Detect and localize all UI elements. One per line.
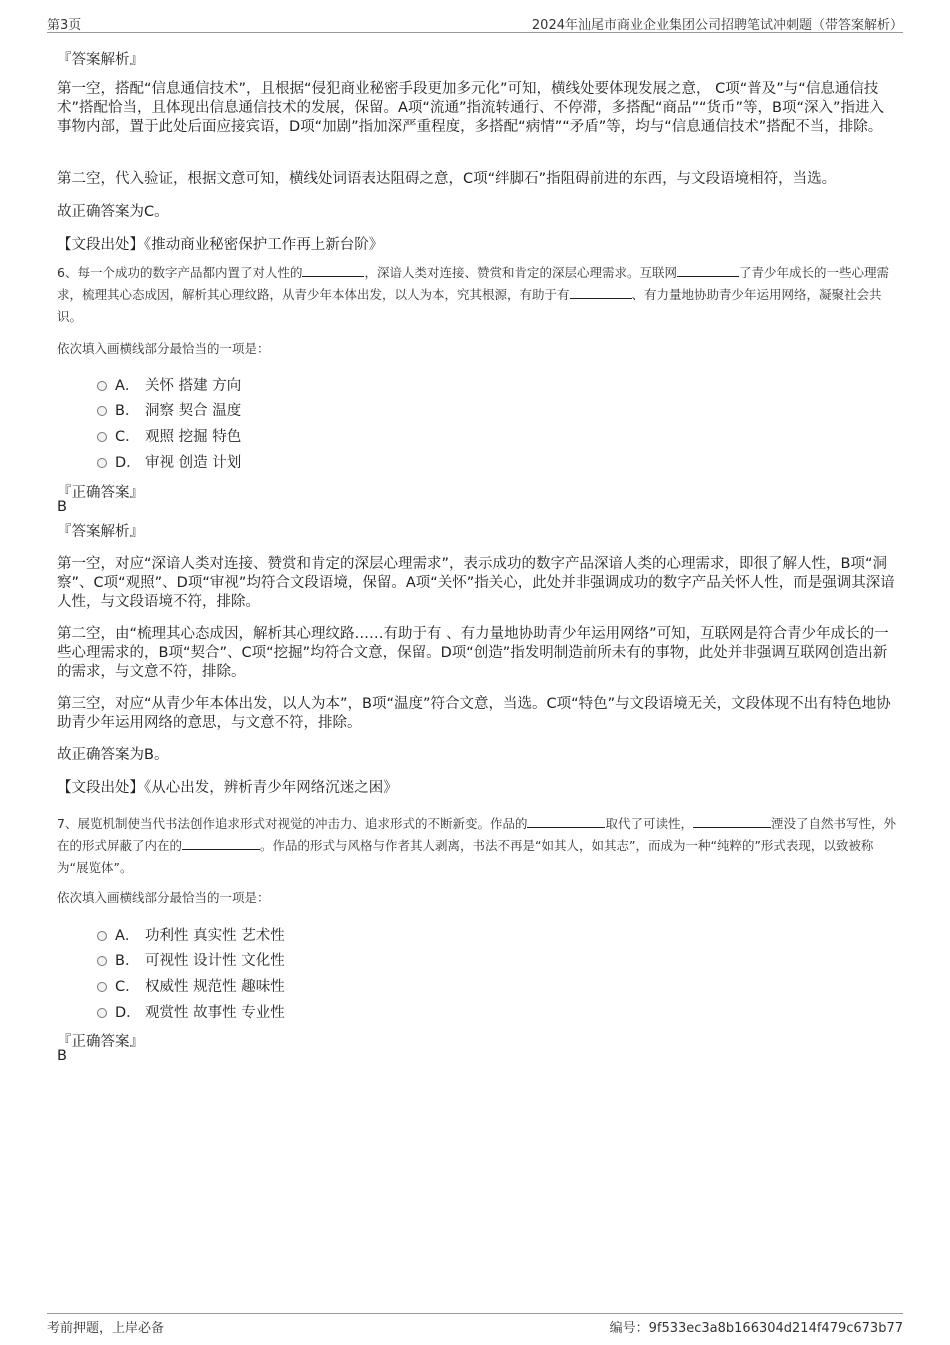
q6-analysis-conclusion: 故正确答案为B。 [57, 747, 169, 763]
q7-stem: 7、展览机制使当代书法创作追求形式对视觉的冲击力、追求形式的不断新变。作品的 取代了可读性， 湮没了自然书写性，外在的形式屏蔽了内在的 。作品的形式与风格与作者其人剥离，书法不再是“如其人，如其志”，而成为一种“纯粹的”形式表现，以致被称为“展览体”。 [57, 816, 896, 875]
q5-analysis-conclusion: 故正确答案为C。 [57, 204, 169, 220]
q6-option-a[interactable]: A． 关怀 搭建 方向 [97, 374, 241, 396]
q7-option-b[interactable]: B． 可视性 设计性 文化性 [97, 949, 285, 971]
q7-prompt: 依次填入画横线部分最恰当的一项是： [57, 890, 270, 905]
page-number: 第3页 [47, 18, 82, 33]
q6-option-d[interactable]: D． 审视 创造 计划 [97, 451, 241, 473]
q7-answer: B [57, 1048, 67, 1064]
radio-icon[interactable] [97, 381, 107, 391]
q7-option-d[interactable]: D． 观赏性 故事性 专业性 [97, 1001, 285, 1023]
q6-option-c[interactable]: C． 观照 挖掘 特色 [97, 425, 241, 447]
q5-analysis-p1: 第一空，搭配“信息通信技术”，且根据“侵犯商业秘密手段更加多元化”可知，横线处要体现发展之意， C项“普及”与“信息通信技术”搭配恰当，且体现出信息通信技术的发展，保留。A项“流通”指流转通行、不停滞，多搭配“商品”“货币”等，B项“深入”指进入事物内部，置于此处后面应接宾语，D项“加剧”指加深严重程度，多搭配“病情”“矛盾”等，均与“信息通信技术”搭配不当，排除。 [57, 81, 884, 135]
page-footer [47, 1313, 903, 1336]
q6-answer-label: 『正确答案』 [57, 485, 144, 501]
radio-icon[interactable] [97, 956, 107, 966]
document-title: 2024年汕尾市商业企业集团公司招聘笔试冲刺题（带答案解析） [531, 18, 903, 33]
q6-stem: 6、每一个成功的数字产品都内置了对人性的 ，深谙人类对连接、赞赏和肯定的深层心理需求。互联网 了青少年成长的一些心理需求，梳理其心态成因，解析其心理纹路，从青少年本体出发，以人为本，究其根源，有助于有 、有力量地协助青少年运用网络，凝聚社会共识。 [57, 265, 889, 324]
q6-analysis-label: 『答案解析』 [57, 524, 144, 540]
q5-analysis-p2: 第二空，代入验证，根据文意可知，横线处词语表达阻碍之意，C项“绊脚石”指阻碍前进的东西，与文段语境相符，当选。 [57, 171, 837, 187]
q6-analysis-p2: 第二空，由“梳理其心态成因，解析其心理纹路……有助于有 、有力量地协助青少年运用网络”可知，互联网是符合青少年成长的一些心理需求的，B项“契合”、C项“挖掘”均符合文意，保留。D项“创造”指发明制造前所未有的事物，此处并非强调互联网创造出新的需求，与文意不符，排除。 [57, 626, 889, 680]
q6-blank-3 [570, 286, 632, 299]
q6-analysis-p3: 第三空，对应“从青少年本体出发，以人为本”，B项“温度”符合文意，当选。C项“特色”与文段语境无关，文段体现不出有特色地协助青少年运用网络的意思，与文意不符，排除。 [57, 696, 891, 731]
q7-option-a[interactable]: A． 功利性 真实性 艺术性 [97, 924, 285, 946]
q5-analysis-label: 『答案解析』 [57, 52, 144, 68]
page-header [47, 12, 903, 33]
q6-source: 【文段出处】《从心出发，辨析青少年网络沉迷之困》 [57, 780, 398, 796]
radio-icon[interactable] [97, 432, 107, 442]
radio-icon[interactable] [97, 458, 107, 468]
q6-analysis-p1: 第一空，对应“深谙人类对连接、赞赏和肯定的深层心理需求”，表示成功的数字产品深谙人类的心理需求，即很了解人性，B项“洞察”、C项“观照”、D项“审视”均符合文段语境，保留。A项“关怀”指关心，此处并非强调成功的数字产品关怀人性，而是强调其深谙人性，与文段语境不符，排除。 [57, 556, 895, 610]
radio-icon[interactable] [97, 406, 107, 416]
radio-icon[interactable] [97, 982, 107, 992]
q6-answer: B [57, 499, 67, 515]
radio-icon[interactable] [97, 931, 107, 941]
q6-option-b[interactable]: B． 洞察 契合 温度 [97, 399, 241, 421]
q7-option-c[interactable]: C． 权威性 规范性 趣味性 [97, 975, 285, 997]
q7-answer-label: 『正确答案』 [57, 1034, 144, 1050]
footer-slogan: 考前押题，上岸必备 [47, 1321, 165, 1336]
q6-blank-2 [677, 264, 739, 277]
document-id: 编号：9f533ec3a8b166304d214f479c673b77 [609, 1321, 903, 1336]
radio-icon[interactable] [97, 1008, 107, 1018]
q6-blank-1 [302, 264, 364, 277]
q7-blank-1 [527, 815, 605, 828]
q7-blank-3 [182, 837, 260, 850]
q6-prompt: 依次填入画横线部分最恰当的一项是： [57, 341, 270, 356]
q7-blank-2 [693, 815, 771, 828]
q5-source: 【文段出处】《推动商业秘密保护工作再上新台阶》 [57, 237, 384, 253]
